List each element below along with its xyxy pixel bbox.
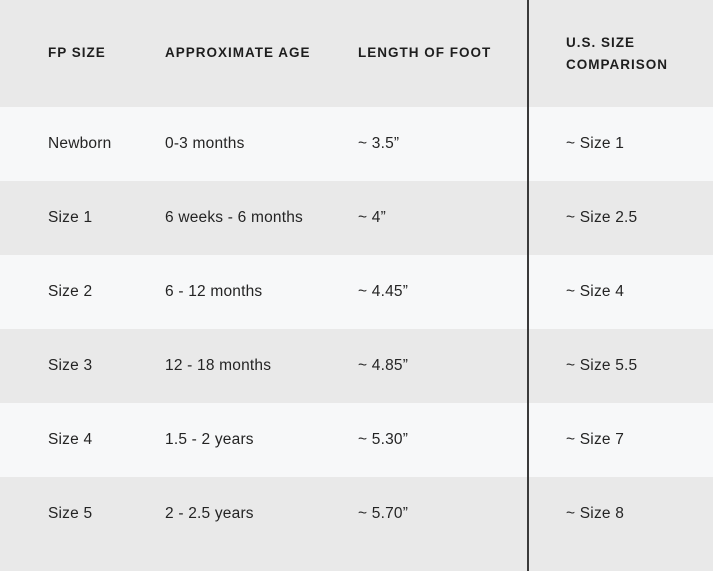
column-header-approximate-age: APPROXIMATE AGE [165, 45, 311, 61]
table-row-size-4 [0, 403, 713, 477]
age-cell: 12 - 18 months [165, 356, 272, 374]
foot-length-cell: ~ 4.85” [358, 356, 409, 374]
table-row-size-2 [0, 255, 713, 329]
column-header-length-of-foot: LENGTH OF FOOT [358, 45, 492, 61]
us-size-cell: ~ Size 2.5 [566, 208, 638, 226]
us-size-cell: ~ Size 4 [566, 282, 625, 300]
fp-size-cell: Size 3 [48, 356, 93, 374]
foot-length-cell: ~ 3.5” [358, 134, 400, 152]
fp-size-cell: Newborn [48, 134, 112, 152]
age-cell: 2 - 2.5 years [165, 504, 254, 522]
column-divider-line [527, 0, 529, 571]
foot-length-cell: ~ 4” [358, 208, 386, 226]
age-cell: 6 - 12 months [165, 282, 263, 300]
us-size-cell: ~ Size 7 [566, 430, 625, 448]
table-row-size-1 [0, 181, 713, 255]
fp-size-cell: Size 5 [48, 504, 93, 522]
us-size-cell: ~ Size 8 [566, 504, 625, 522]
column-header-fp-size: FP SIZE [48, 45, 106, 61]
age-cell: 6 weeks - 6 months [165, 208, 303, 226]
foot-length-cell: ~ 5.70” [358, 504, 409, 522]
foot-length-cell: ~ 5.30” [358, 430, 409, 448]
column-header-us-size-comparison-label: U.S. SIZE COMPARISON [566, 34, 669, 72]
us-size-cell: ~ Size 5.5 [566, 356, 638, 374]
foot-length-cell: ~ 4.45” [358, 282, 409, 300]
table-header-row [0, 0, 713, 107]
fp-size-cell: Size 1 [48, 208, 93, 226]
us-size-cell: ~ Size 1 [566, 134, 625, 152]
column-header-us-size-comparison [528, 32, 713, 76]
table-row-size-3 [0, 329, 713, 403]
fp-size-cell: Size 2 [48, 282, 93, 300]
table-row-newborn [0, 107, 713, 181]
fp-size-cell: Size 4 [48, 430, 93, 448]
table-row-size-5 [0, 477, 713, 571]
age-cell: 1.5 - 2 years [165, 430, 254, 448]
age-cell: 0-3 months [165, 134, 245, 152]
